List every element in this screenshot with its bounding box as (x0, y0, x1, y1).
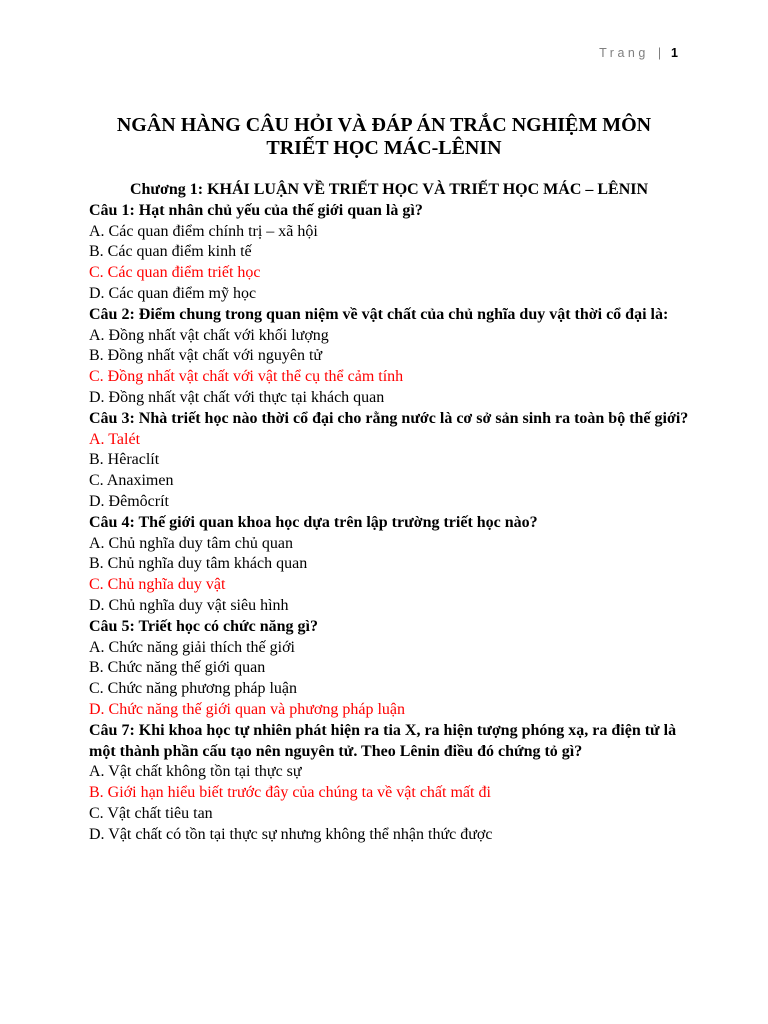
question-block (89, 721, 689, 846)
answer-option-correct: C. Đồng nhất vật chất với vật thể cụ thể cảm tính (89, 368, 404, 386)
answer-option: D. Vật chất có tồn tại thực sự nhưng không thể nhận thức được (89, 825, 493, 843)
title-line-1: NGÂN HÀNG CÂU HỎI VÀ ĐÁP ÁN TRẮC NGHIỆM MÔN (116, 114, 652, 136)
document-body (89, 180, 689, 846)
title-line-2: TRIẾT HỌC MÁC-LÊNIN (266, 137, 502, 159)
answer-option: D. Đồng nhất vật chất với thực tại khách quan (89, 388, 385, 406)
answer-option: C. Chức năng phương pháp luận (89, 680, 297, 698)
answer-option-correct: A. Talét (89, 430, 141, 448)
answer-option: D. Chủ nghĩa duy vật siêu hình (89, 596, 289, 614)
chapter-heading: Chương 1: KHÁI LUẬN VỀ TRIẾT HỌC VÀ TRIẾT HỌC MÁC – LÊNIN (129, 181, 649, 198)
answer-option: B. Chủ nghĩa duy tâm khách quan (89, 555, 308, 573)
answer-option: B. Các quan điểm kinh tế (89, 243, 252, 261)
page-header (599, 46, 678, 60)
page-number: 1 (671, 46, 678, 60)
question-text: Câu 3: Nhà triết học nào thời cổ đại cho rằng nước là cơ sở sản sinh ra toàn bộ thế giới? (89, 409, 689, 427)
answer-option-correct: C. Các quan điểm triết học (89, 264, 261, 282)
answer-option: A. Vật chất không tồn tại thực sự (89, 763, 302, 781)
answer-option: B. Chức năng thế giới quan (89, 659, 266, 677)
answer-option: A. Các quan điểm chính trị – xã hội (89, 222, 318, 240)
page-label: Trang (599, 46, 649, 60)
question-text: Câu 2: Điểm chung trong quan niệm về vật chất của chủ nghĩa duy vật thời cổ đại là: (89, 305, 669, 323)
answer-option-correct: C. Chủ nghĩa duy vật (89, 576, 226, 594)
answer-option: C. Vật chất tiêu tan (89, 804, 213, 822)
question-text: Câu 7: Khi khoa học tự nhiên phát hiện ra tia X, ra hiện tượng phóng xạ, ra điện tử là một thành phần cấu tạo nên nguyên tử. Theo Lênin điều đó chứng tỏ gì? (89, 721, 677, 760)
question-list (89, 201, 689, 846)
question-block (89, 409, 689, 513)
answer-option-correct: D. Chức năng thế giới quan và phương pháp luận (89, 700, 405, 718)
answer-option: A. Chức năng giải thích thế giới (89, 638, 295, 656)
question-block (89, 513, 689, 617)
question-text: Câu 4: Thế giới quan khoa học dựa trên lập trường triết học nào? (89, 513, 538, 531)
answer-option-correct: B. Giới hạn hiểu biết trước đây của chúng ta về vật chất mất đi (89, 784, 491, 802)
answer-option: D. Đêmôcrít (89, 492, 169, 510)
answer-option: A. Chủ nghĩa duy tâm chủ quan (89, 534, 293, 552)
page-separator: | (657, 46, 662, 60)
answer-option: C. Anaximen (89, 472, 174, 490)
answer-option: B. Hêraclít (89, 451, 160, 469)
answer-option: B. Đồng nhất vật chất với nguyên tử (89, 347, 323, 365)
question-text: Câu 5: Triết học có chức năng gì? (89, 617, 318, 635)
question-block (89, 201, 689, 305)
answer-option: A. Đồng nhất vật chất với khối lượng (89, 326, 329, 344)
question-block (89, 305, 689, 409)
answer-option: D. Các quan điểm mỹ học (89, 284, 257, 302)
question-block (89, 617, 689, 721)
document-title (88, 114, 680, 160)
question-text: Câu 1: Hạt nhân chủ yếu của thế giới quan là gì? (89, 201, 423, 219)
